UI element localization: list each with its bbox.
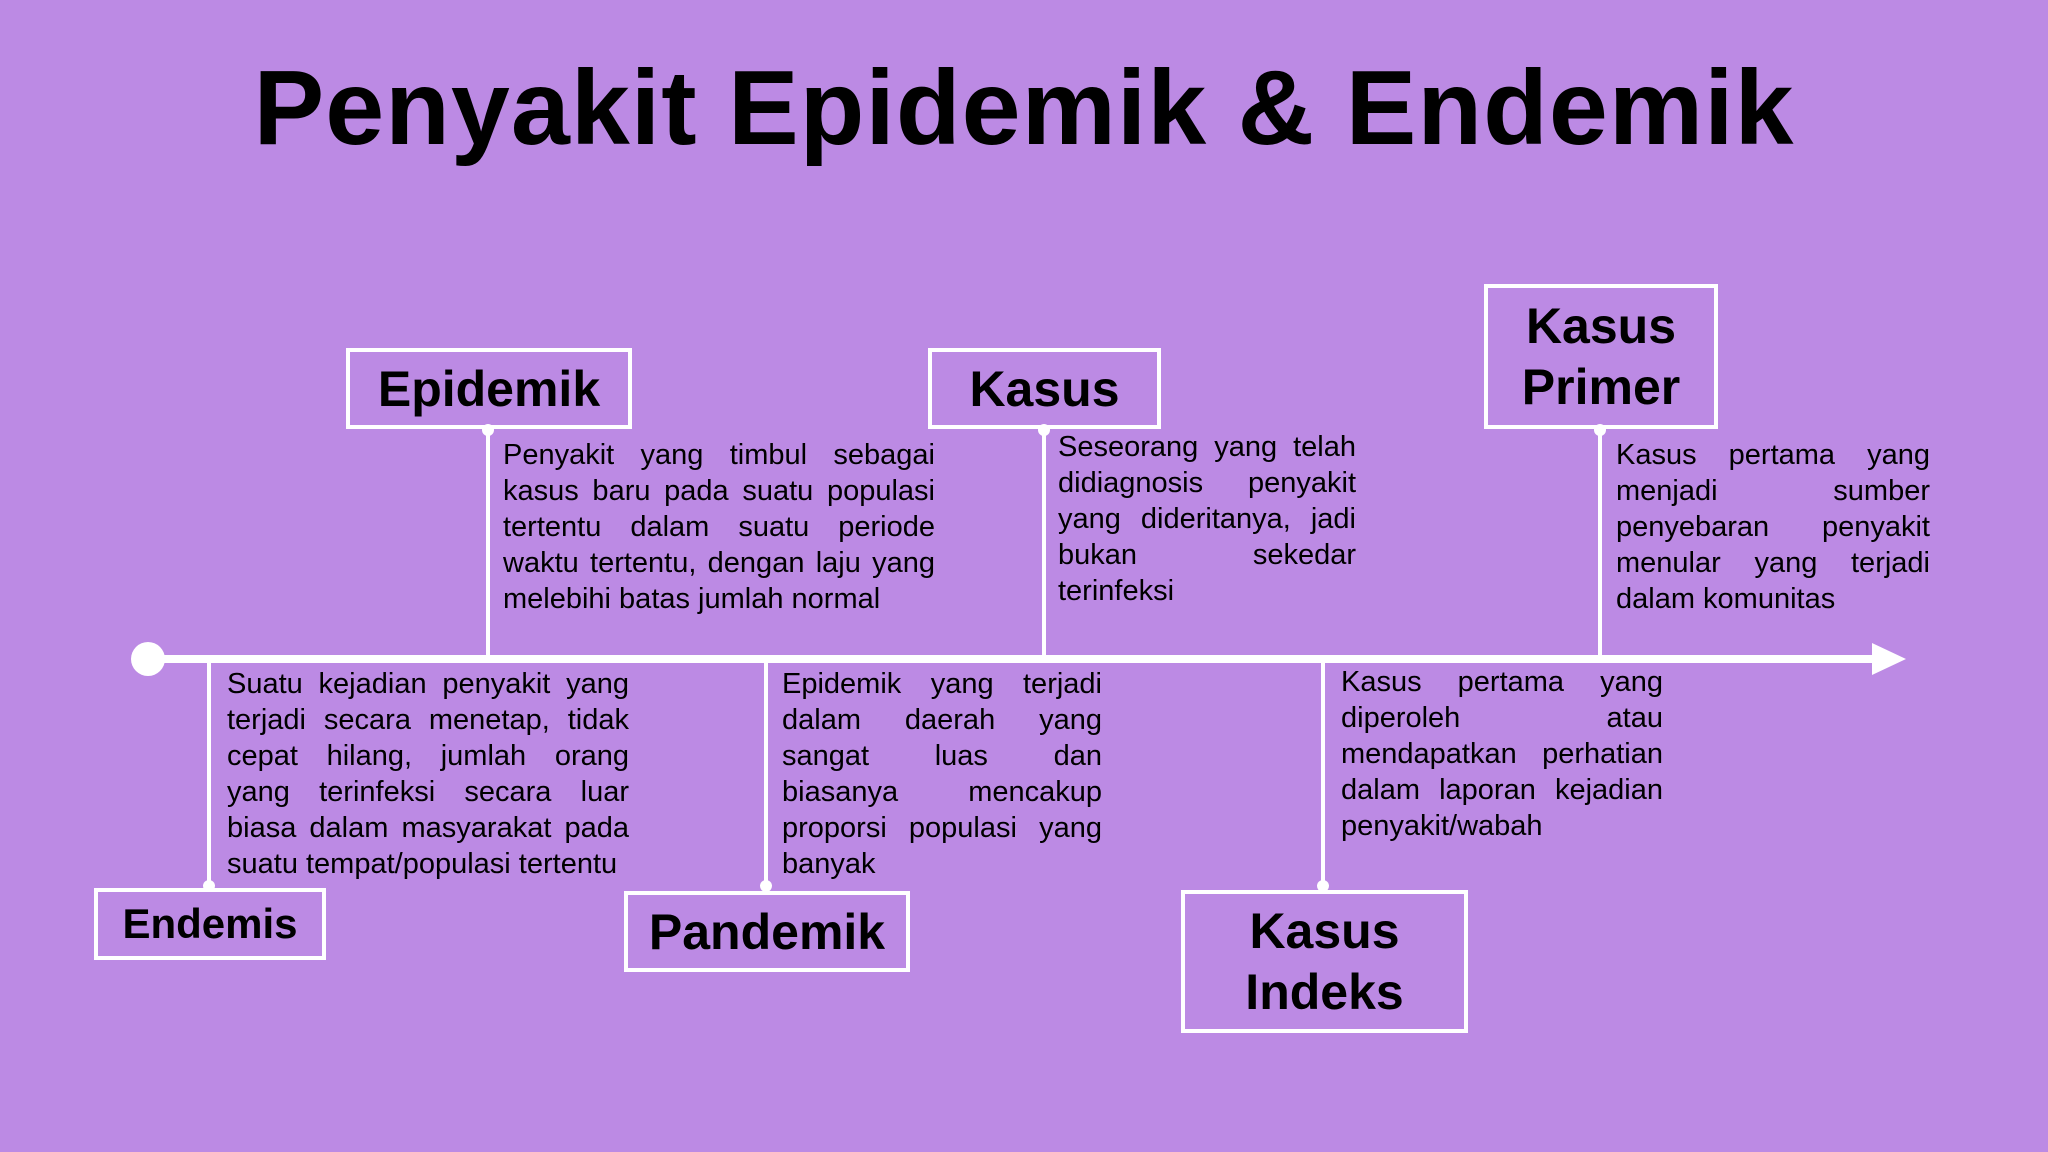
endemis-label-box — [94, 888, 326, 960]
pandemik-description: Epidemik yang terjadi dalam daerah yang sangat luas dan biasanya mencakup proporsi populasi yang banyak — [782, 668, 1102, 880]
kasus-primer-connector — [1598, 429, 1602, 659]
kasus-label: Kasus — [969, 360, 1120, 417]
kasus-description: Seseorang yang telah didiagnosis penyakit yang dideritanya, jadi bukan sekedar terinfeksi — [1058, 431, 1356, 607]
kasus-indeks-label-line1: Kasus — [1249, 902, 1400, 959]
slide-title: Penyakit Epidemik & Endemik — [253, 49, 1795, 167]
kasus-primer-label-line1: Kasus — [1525, 297, 1677, 354]
kasus-indeks-connector — [1321, 659, 1325, 887]
kasus-primer-label-line2: Primer — [1521, 358, 1681, 415]
timeline-axis — [148, 655, 1880, 663]
epidemik-description: Penyakit yang timbul sebagai kasus baru pada suatu populasi tertentu dalam suatu periode waktu tertentu, dengan laju yang melebihi batas jumlah normal — [503, 439, 935, 615]
epidemik-label: Epidemik — [377, 360, 601, 417]
kasus-primer-label-box — [1484, 284, 1718, 429]
pandemik-connector — [764, 659, 768, 887]
endemis-description: Suatu kejadian penyakit yang terjadi secara menetap, tidak cepat hilang, jumlah orang yang terinfeksi secara luar biasa dalam masyarakat pada suatu tempat/populasi tertentu — [227, 668, 629, 880]
kasus-indeks-description: Kasus pertama yang diperoleh atau mendapatkan perhatian dalam laporan kejadian penyakit/wabah — [1341, 666, 1663, 842]
endemis-label: Endemis — [122, 900, 298, 947]
kasus-label-box — [928, 348, 1161, 429]
pandemik-label-box — [624, 891, 910, 972]
kasus-indeks-label-line2: Indeks — [1245, 963, 1404, 1020]
kasus-indeks-label-box — [1181, 890, 1468, 1033]
kasus-primer-description: Kasus pertama yang menjadi sumber penyebaran penyakit menular yang terjadi dalam komunitas — [1616, 439, 1930, 615]
timeline-arrow-icon — [1872, 643, 1906, 675]
epidemik-label-box — [346, 348, 632, 429]
kasus-connector — [1042, 429, 1046, 659]
epidemik-connector — [486, 429, 490, 659]
pandemik-label: Pandemik — [648, 903, 886, 960]
endemis-connector — [207, 659, 211, 887]
